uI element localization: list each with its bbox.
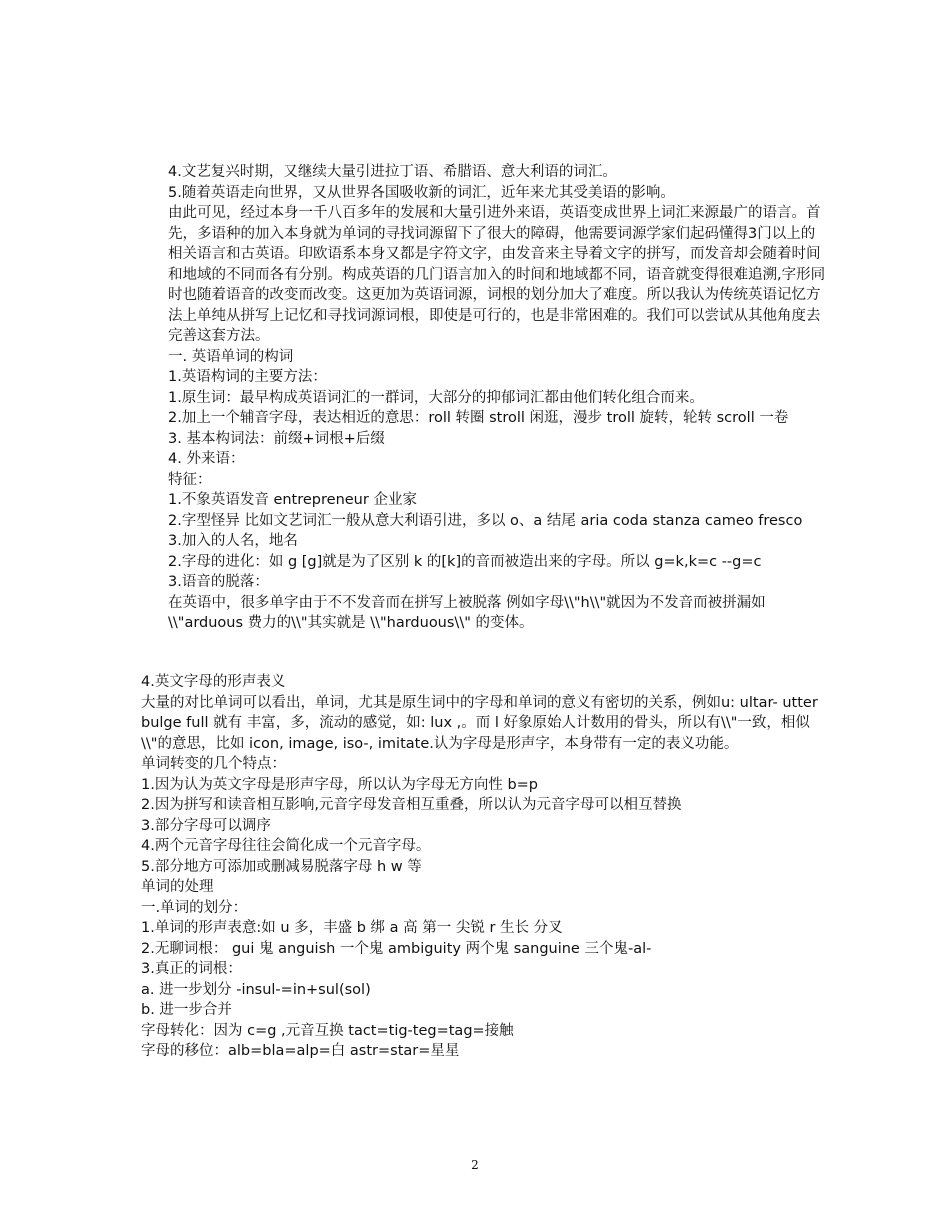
list-item: 4. 外来语：: [168, 451, 245, 467]
list-item: 1.不象英语发音 entrepreneur 企业家: [168, 492, 417, 508]
list-item: 3.部分字母可以调序: [141, 817, 271, 834]
list-item: 2.无聊词根： gui 鬼 anguish 一个鬼 ambiguity 两个鬼 sanguine 三个鬼-al-: [141, 940, 652, 957]
section-heading: 一. 英语单词的构词: [168, 348, 294, 365]
list-item: 3.加入的人名，地名: [168, 533, 298, 549]
label: 特征：: [168, 471, 212, 488]
list-item: 1.原生词：最早构成英语词汇的一群词，大部分的抑郁词汇都由他们转化组合而来。: [168, 389, 704, 406]
list-item: 4.文艺复兴时期，又继续大量引进拉丁语、希腊语、意大利语的词汇。: [168, 164, 617, 180]
list-item: 3. 基本构词法：前缀+词根+后缀: [168, 430, 385, 447]
subheading: 1.英语构词的主要方法：: [168, 369, 327, 385]
list-item: 2.字型怪异 比如文艺词汇一般从意大利语引进，多以 o、a 结尾 aria coda stanza cameo fresco: [168, 512, 803, 529]
subheading: 单词的处理: [141, 879, 214, 895]
text-block-upper: [168, 162, 828, 634]
list-item: 2.加上一个辅音字母，表达相近的意思：roll 转圈 stroll 闲逛，漫步 troll 旋转，轮转 scroll 一卷: [168, 410, 789, 426]
paragraph: 大量的对比单词可以看出，单词，尤其是原生词中的字母和单词的意义有密切的关系，例如u: ultar- utter bulge full 就有 丰富，多，流动的感觉，如: lux ,。而 l 好象原始人计数用的骨头，所以有\\"一致，相似\\"的意思，比如 icon, image, iso-, imitate.认为字母是形声字，本身带有一定的表义功能。: [141, 694, 818, 752]
list-item: 1.单词的形声表意:如 u 多，丰盛 b 绑 a 高 第一 尖锐 r 生长 分叉: [141, 920, 563, 936]
list-item: 5.部分地方可添加或删减易脱落字母 h w 等: [141, 858, 422, 875]
paragraph: 在英语中，很多单字由于不不发音而在拼写上被脱落 例如字母\\"h\\"就因为不发音而被拼漏如 \\"arduous 费力的\\"其实就是 \\"harduous\\" 的变体。: [168, 594, 766, 631]
list-item: 5.随着英语走向世界，又从世界各国吸收新的词汇，近年来尤其受美语的影响。: [168, 184, 675, 201]
list-item: 3.真正的词根：: [141, 961, 242, 977]
subheading: 一.单词的划分：: [141, 899, 248, 916]
list-item: 3.语音的脱落：: [168, 574, 269, 590]
page-number: 2: [471, 1158, 479, 1172]
list-item: 1.因为认为英文字母是形声字母，所以认为字母无方向性 b=p: [141, 776, 538, 793]
text-block-lower: [141, 672, 831, 1062]
list-item: 字母转化：因为 c=g ,元音互换 tact=tig-teg=tag=接触: [141, 1022, 514, 1039]
list-item: 2.字母的进化：如 g [g]就是为了区别 k 的[k]的音而被造出来的字母。所以 g=k,k=c --g=c: [168, 553, 762, 570]
subheading: 单词转变的几个特点：: [141, 756, 286, 772]
list-item: 2.因为拼写和读音相互影响,元音字母发音相互重叠，所以认为元音字母可以相互替换: [141, 797, 682, 813]
section-heading: 4.英文字母的形声表义: [141, 674, 286, 690]
list-item: a. 进一步划分 -insul-=in+sul(sol): [141, 981, 371, 998]
paragraph: 由此可见，经过本身一千八百多年的发展和大量引进外来语，英语变成世界上词汇来源最广的语言。首先，多语种的加入本身就为单词的寻找词源留下了很大的障碍，他需要词源学家们起码懂得3门以上的相关语言和古英语。印欧语系本身又都是字符文字，由发音来主导着文字的拼写，而发音却会随着时间和地域的不同而各有分别。构成英语的几门语言加入的时间和地域都不同，语音就变得很难追溯,字形同时也随着语音的改变而改变。这更加为英语词源，词根的划分加大了难度。所以我认为传统英语记忆方法上单纯从拼写上记忆和寻找词源词根，即使是可行的，也是非常困难的。我们可以尝试从其他角度去完善这套方法。: [168, 205, 826, 344]
list-item: b. 进一步合并: [141, 1002, 232, 1018]
list-item: 4.两个元音字母往往会简化成一个元音字母。: [141, 838, 431, 854]
list-item: 字母的移位：alb=bla=alp=白 astr=star=星星: [141, 1043, 460, 1059]
